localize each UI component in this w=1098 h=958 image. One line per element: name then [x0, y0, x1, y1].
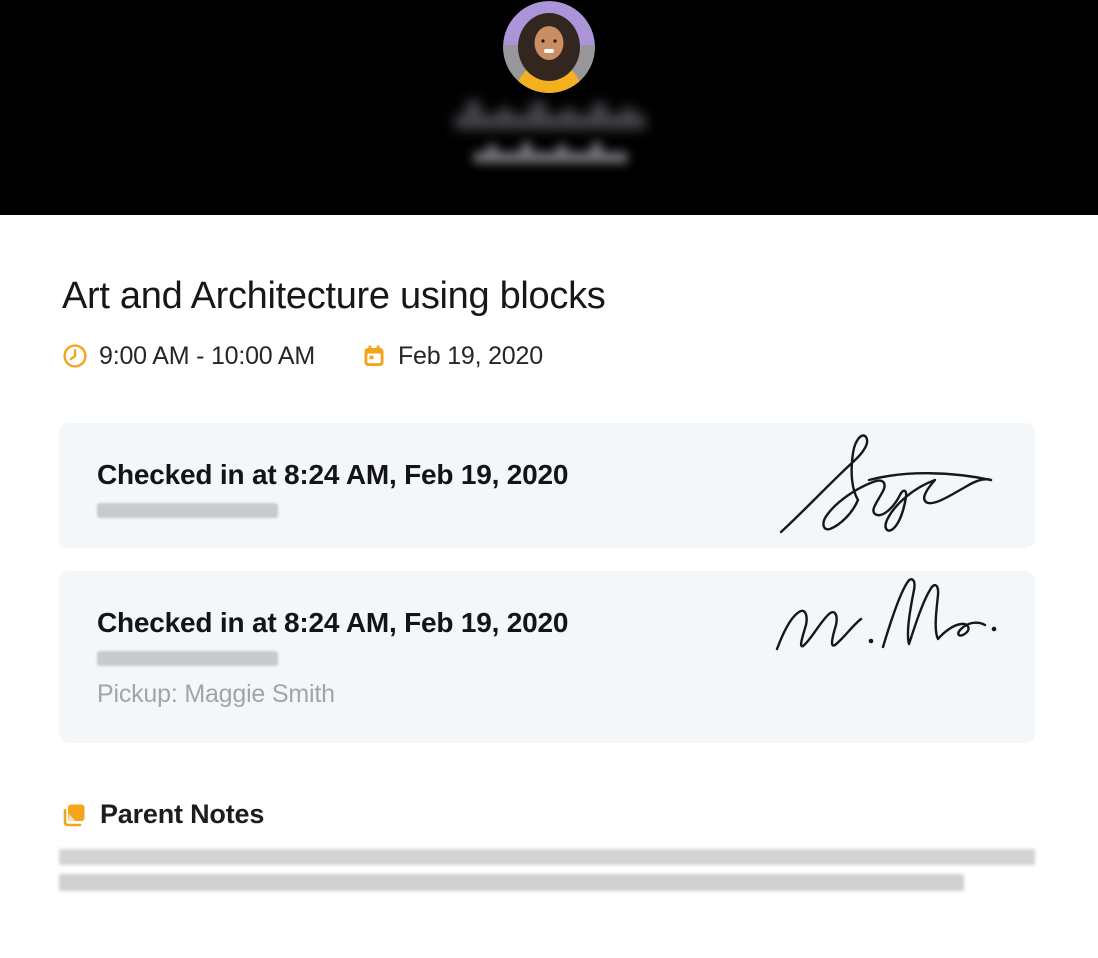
parent-notes-label: Parent Notes [100, 799, 265, 829]
checkin-card-1 [59, 423, 1035, 548]
avatar[interactable] [503, 1, 595, 93]
sticky-note-icon [60, 801, 88, 829]
redacted-subtitle [473, 142, 628, 164]
redacted-note-line [59, 874, 964, 891]
activity-time: 9:00 AM - 10:00 AM [99, 341, 315, 370]
redacted-detail-bar [97, 651, 278, 666]
calendar-icon [361, 343, 387, 369]
signature-2 [767, 575, 999, 667]
clock-icon [62, 343, 88, 369]
redacted-note-line [59, 849, 1035, 865]
activity-date: Feb 19, 2020 [397, 341, 543, 370]
profile-header [0, 0, 1098, 215]
redacted-detail-bar [97, 503, 278, 518]
checkin-status: Checked in at 8:24 AM, Feb 19, 2020 [97, 459, 569, 490]
pickup-label: Pickup: Maggie Smith [97, 680, 335, 708]
checkin-card-2 [59, 571, 1035, 743]
redacted-name [454, 100, 646, 132]
activity-title: Art and Architecture using blocks [62, 275, 606, 317]
activity-meta [62, 340, 543, 372]
signature-1 [767, 428, 999, 542]
parent-notes-header [60, 799, 264, 830]
checkin-status: Checked in at 8:24 AM, Feb 19, 2020 [97, 607, 569, 638]
avatar-photo [503, 1, 595, 93]
